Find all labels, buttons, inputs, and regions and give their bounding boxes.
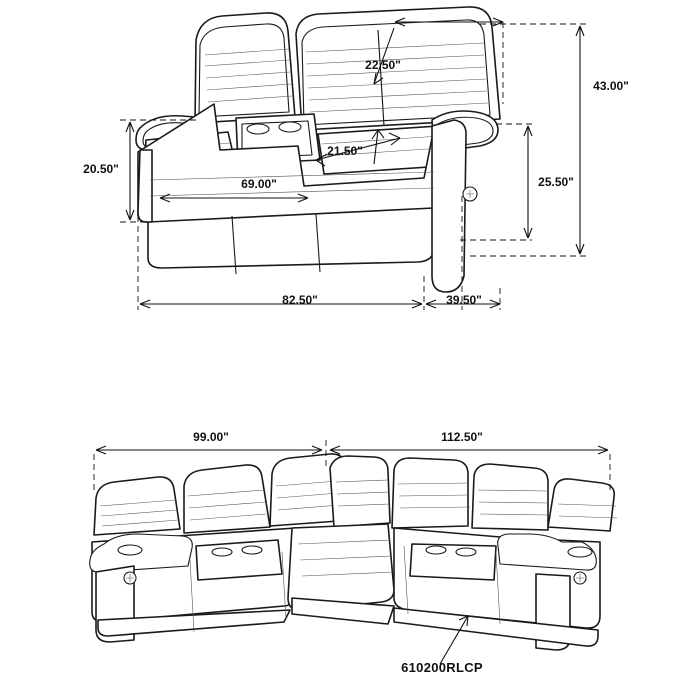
dim-seat-height-left: 20.50": [83, 162, 119, 176]
loveseat-illustration: [136, 7, 500, 292]
dim-recline-extension: 39.50": [446, 293, 482, 307]
dim-seat-back-width: 22.50": [365, 58, 401, 72]
dim-seat-width-inner: 69.00": [241, 177, 277, 191]
dim-overall-width: 82.50": [282, 293, 318, 307]
dim-right-section-length: 112.50": [441, 430, 483, 444]
dim-seat-height-right: 25.50": [538, 175, 574, 189]
dim-seat-depth-inner: 21.50": [327, 144, 363, 158]
sectional-illustration: [90, 454, 617, 650]
dim-overall-height: 43.00": [593, 79, 629, 93]
dim-left-section-length: 99.00": [193, 430, 229, 444]
part-number-label: 610200RLCP: [401, 660, 483, 675]
